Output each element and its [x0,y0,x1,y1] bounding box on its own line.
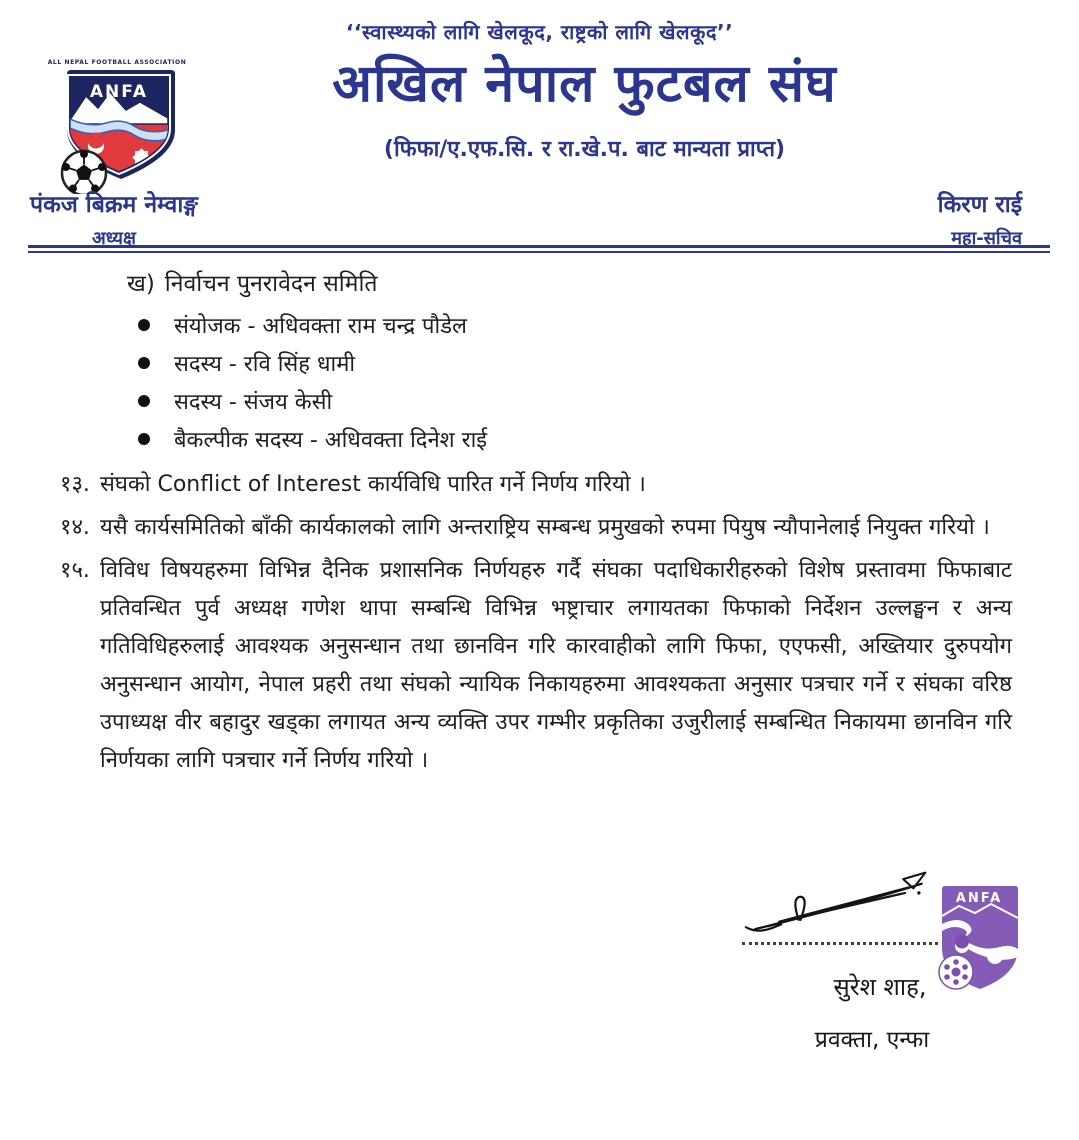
committee-member-list [138,306,487,458]
slogan-text: ‘‘स्वास्थ्यको लागि खेलकूद, राष्ट्रको लागि खेलकूद’’ [345,20,734,44]
bullet-icon [138,395,150,407]
president-role: अध्यक्ष [92,227,136,249]
list-item [138,344,487,382]
decision-text: विविध विषयहरुमा विभिन्न दैनिक प्रशासनिक निर्णयहरु गर्दै संघका पदाधिकारीहरुको विशेष प्रस्तावमा फिफाबाट प्रतिवन्धित पुर्व अध्यक्ष गणेश थापा सम्बन्धि विभिन्न भष्ट्राचार लगायतका फिफाको निर्देशन उल्लङ्घन र अन्य गतिविधिहरुलाई आवश्यक अनुसन्धान तथा छानविन गरि कारवाहीको लागि फिफा, एएफसी, अख्तियार दुरुपयोग अनुसन्धान आयोग, नेपाल प्रहरी तथा संघको न्यायिक निकायहरुमा आवश्यकता अनुसार पत्रचार गर्ने र संघका वरिष्ठ उपाध्यक्ष वीर बहादुर खड्का लगायत अन्य व्यक्ति उपर गम्भीर प्रकृतिका उजुरीलाई सम्बन्धित निकायमा छानविन गरि निर्णयका लागि पत्रचार गर्ने निर्णय गरियो । [100,558,1012,773]
org-title: अखिल नेपाल फुटबल संघ [332,54,837,114]
list-item [138,420,487,458]
member-text: बैकल्पीक सदस्य - अधिवक्ता दिनेश राई [174,428,488,453]
list-item [138,306,487,344]
member-text: संयोजक - अधिवक्ता राम चन्द्र पौडेल [174,314,467,339]
org-subtitle: (फिफा/ए.एफ.सि. र रा.खे.प. बाट मान्यता प्राप्त) [383,137,786,162]
list-item [138,382,487,420]
signature-line [742,928,938,945]
bullet-icon [138,319,150,331]
section-title: निर्वाचन पुनरावेदन समिति [164,271,378,297]
signatory-role: प्रवक्ता, एन्फा [814,1027,930,1053]
decision-item-13 [60,466,1012,504]
section-label: ख) [127,271,155,297]
gen-secretary-name: किरण राई [937,192,1022,218]
stamp-acronym: ANFA [955,891,1003,906]
decision-list [60,466,1012,785]
logo-small-text: ALL NEPAL FOOTBALL ASSOCIATION [47,59,187,66]
member-text: सदस्य - रवि सिंह धामी [174,352,356,377]
officer-president [30,192,198,250]
bullet-icon [138,433,150,445]
president-name: पंकज बिक्रम नेम्वाङ्ग [30,192,198,218]
member-text: सदस्य - संजय केसी [174,390,333,415]
bullet-icon [138,357,150,369]
decision-number: १४. [60,515,90,540]
soccer-ball-icon [62,150,106,194]
signatory-name: सुरेश शाह, [833,973,927,1001]
header-divider [28,245,1050,253]
section-heading [127,266,378,298]
decision-text: संघको Conflict of Interest कार्यविधि पारित गर्ने निर्णय गरियो । [100,472,646,497]
decision-text: यसै कार्यसमितिको बाँकी कार्यकालको लागि अन्तराष्ट्रिय सम्बन्ध प्रमुखको रुपमा पियुष न्यौपानेलाई नियुक्त गरियो । [100,515,990,540]
decision-number: १५. [60,558,90,583]
decision-item-15 [60,552,1012,780]
officer-general-secretary [938,192,1022,250]
logo-acronym: ANFA [89,82,149,102]
gen-secretary-role: महा-सचिव [951,227,1022,249]
decision-item-14 [60,509,1012,547]
decision-number: १३. [60,472,90,497]
